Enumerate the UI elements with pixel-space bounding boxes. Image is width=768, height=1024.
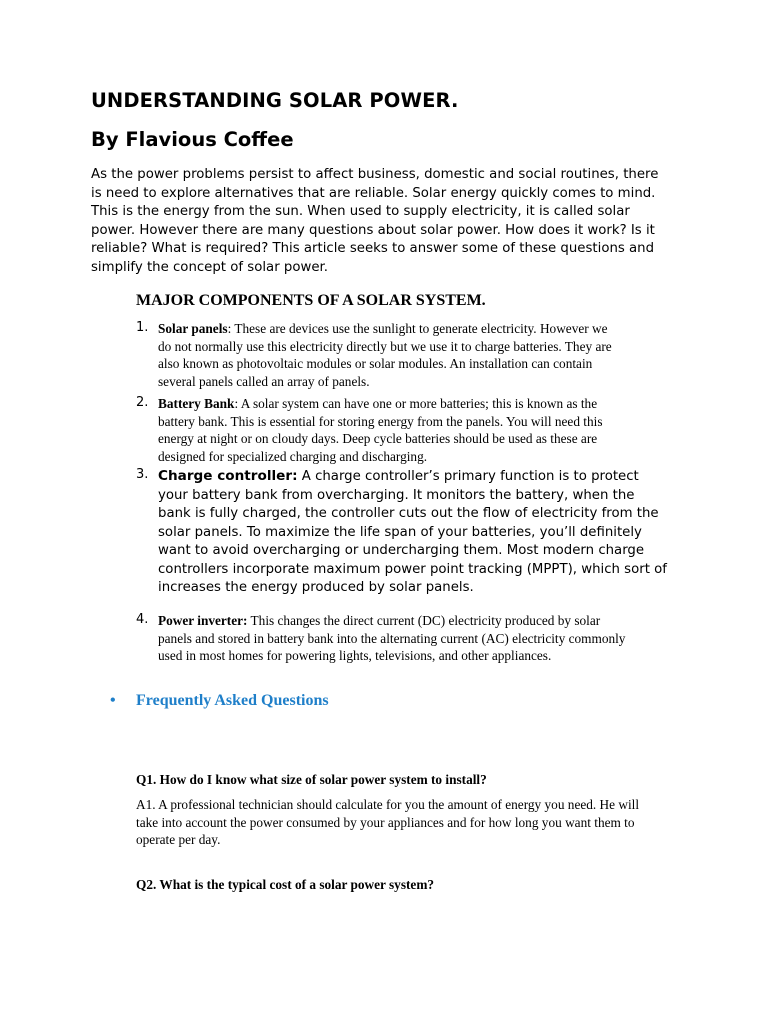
intro-line: reliable? What is required? This article seeks to answer some of these questions and [91, 241, 655, 256]
component-text: battery bank. This is essential for storing energy from the panels. You will need this [158, 413, 603, 429]
faq-heading-text: Frequently Asked Questions [136, 692, 329, 709]
component-text: your battery bank from overcharging. It monitors the battery, when the [158, 487, 635, 503]
intro-line: As the power problems persist to affect business, domestic and social routines, there [91, 167, 659, 182]
component-text: designed for specialized charging and discharging. [158, 448, 428, 464]
answer-line: A1. A professional technician should calculate for you the amount of energy you need. He will [136, 797, 640, 812]
intro-paragraph [91, 166, 691, 277]
document-title: UNDERSTANDING SOLAR POWER. [91, 89, 459, 112]
component-text: want to avoid overcharging or undercharging them. Most modern charge [158, 543, 645, 558]
answer-line: take into account the power consumed by your appliances and for how long you want them to [136, 814, 635, 830]
component-text: This changes the direct current (DC) electricity produced by solar [247, 613, 601, 628]
faq-question-1: Q1. How do I know what size of solar power system to install? [136, 772, 487, 787]
section-heading: MAJOR COMPONENTS OF A SOLAR SYSTEM. [136, 292, 486, 309]
component-term: Charge controller: [158, 468, 298, 484]
answer-line: operate per day. [136, 832, 221, 848]
component-text: used in most homes for powering lights, televisions, and other appliances. [158, 648, 552, 664]
faq-answer-1 [136, 796, 696, 849]
list-number: 3. [136, 467, 149, 482]
list-item-body [158, 395, 698, 465]
component-term: Battery Bank [158, 396, 235, 411]
component-text: bank is fully charged, the controller cuts out the flow of electricity from the [158, 506, 659, 521]
list-item-body [158, 467, 698, 598]
list-item-body [158, 320, 698, 390]
list-number: 4. [136, 612, 149, 627]
component-text: A charge controller’s primary function is to protect [297, 469, 639, 484]
intro-line: power. However there are many questions about solar power. How does it work? Is it [91, 222, 655, 238]
intro-line: simplify the concept of solar power. [91, 259, 328, 275]
faq-question-2: Q2. What is the typical cost of a solar power system? [136, 877, 435, 892]
component-text: panels and stored in battery bank into the alternating current (AC) electricity commonly [158, 630, 626, 646]
list-item-body [158, 612, 698, 665]
component-text: do not normally use this electricity directly but we use it to charge batteries. They are [158, 338, 612, 354]
component-text: several panels called an array of panels. [158, 373, 370, 389]
component-text: controllers incorporate maximum power point tracking (MPPT), which sort of [158, 561, 667, 577]
bullet-icon: • [110, 692, 116, 709]
component-text: increases the energy produced by solar panels. [158, 580, 474, 595]
component-text: : A solar system can have one or more batteries; this is known as the [234, 396, 598, 411]
faq-heading [110, 692, 329, 710]
document-byline: By Flavious Coffee [91, 128, 294, 151]
component-text: : These are devices use the sunlight to generate electricity. However we [227, 321, 608, 336]
component-text: solar panels. To maximize the life span of your batteries, you’ll definitely [158, 524, 642, 540]
intro-line: is need to explore alternatives that are reliable. Solar energy quickly comes to mind. [91, 185, 656, 201]
intro-line: This is the energy from the sun. When used to supply electricity, it is called solar [91, 204, 630, 219]
list-number: 2. [136, 395, 149, 410]
component-text: also known as photovoltaic modules or solar modules. An installation can contain [158, 356, 593, 372]
list-number: 1. [136, 320, 149, 335]
component-term: Solar panels [158, 321, 228, 336]
component-text: energy at night or on cloudy days. Deep cycle batteries should be used as these are [158, 431, 598, 447]
component-term: Power inverter: [158, 613, 248, 628]
